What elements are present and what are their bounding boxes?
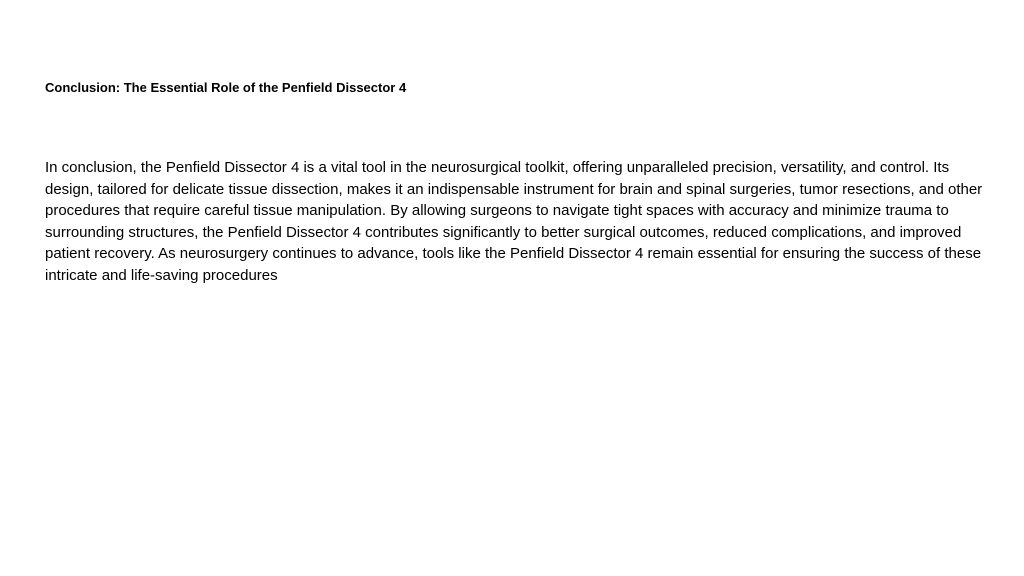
slide-title: Conclusion: The Essential Role of the Penfield Dissector 4 xyxy=(45,80,407,95)
slide-body-paragraph: In conclusion, the Penfield Dissector 4 is a vital tool in the neurosurgical toolkit, offering unparalleled precision, versatility, and control. Its design, tailored for delicate tissue dissection, makes it an indispensable instrument for brain and spinal surgeries, tumor resections, and other procedures that require careful tissue manipulation. By allowing surgeons to navigate tight spaces with accuracy and minimize trauma to surrounding structures, the Penfield Dissector 4 contributes significantly to better surgical outcomes, reduced complications, and improved patient recovery. As neurosurgery continues to advance, tools like the Penfield Dissector 4 remain essential for ensuring the success of these intricate and life-saving procedures xyxy=(45,159,983,284)
